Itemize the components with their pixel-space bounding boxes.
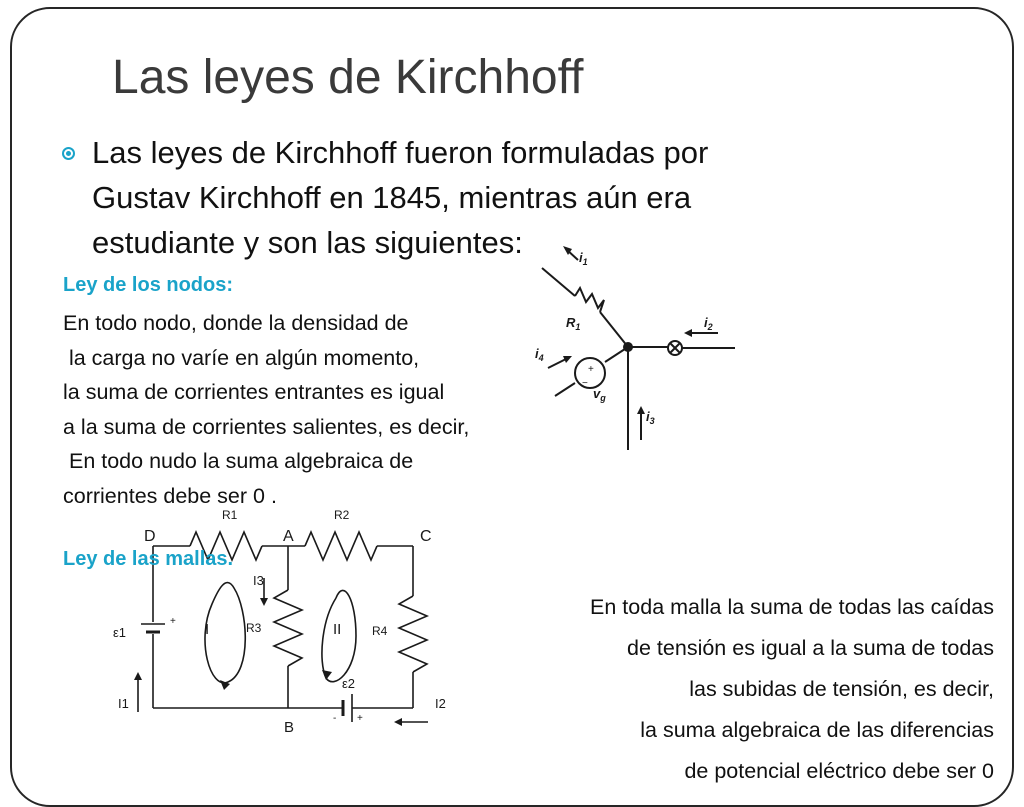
intro-line: Las leyes de Kirchhoff fueron formuladas por: [92, 135, 709, 170]
i3-label: I3: [253, 573, 264, 588]
nodes-law-line: corrientes debe ser 0 .: [63, 483, 277, 508]
i4-label: $i_4$: [535, 346, 544, 363]
mesh-law-heading: Ley de las mallas.: [63, 548, 234, 570]
node-a-label: A: [283, 528, 294, 545]
mesh-2-label: II: [333, 621, 342, 638]
r2-label: R2: [334, 508, 350, 522]
nodes-law-heading: Ley de los nodos:: [63, 274, 234, 296]
i1-label: $i_1$: [579, 250, 588, 267]
node-c-label: C: [420, 528, 432, 545]
mesh-2-arrowhead: [322, 670, 332, 680]
vg-plus-sign: +: [588, 364, 594, 375]
e1-plus-sign: +: [170, 616, 176, 627]
i1-label: I1: [118, 696, 129, 711]
node-b-label: B: [284, 719, 295, 736]
nodes-law-line: la carga no varíe en algún momento,: [63, 345, 420, 370]
e2-label: ε2: [342, 676, 356, 691]
nodes-law-line: En todo nodo, donde la densidad de: [63, 311, 409, 335]
i2-label: $i_2$: [704, 315, 713, 332]
mesh-law-line: de potencial eléctrico debe ser 0: [684, 759, 994, 783]
r3-label: R3: [246, 621, 262, 635]
nodes-law-line: a la suma de corrientes salientes, es decir,: [63, 414, 470, 439]
nodes-law-line: la suma de corrientes entrantes es igual: [63, 380, 445, 404]
e1-label: ε1: [113, 625, 127, 640]
e2-minus-sign: -: [333, 713, 337, 724]
intro-line: Gustav Kirchhoff en 1845, mientras aún era: [92, 180, 692, 215]
i3-arrowhead: [260, 598, 268, 606]
r1-label: $R_1$: [566, 315, 581, 332]
vg-minus-sign: −: [582, 378, 588, 389]
r2-zigzag: [305, 532, 377, 560]
intro-line: estudiante y son las siguientes:: [92, 225, 523, 260]
e2-plus-sign: +: [357, 713, 363, 724]
mesh-1-label: I: [205, 621, 210, 638]
mesh-law-line: de tensión es igual a la suma de todas: [627, 636, 994, 660]
i2-label: I2: [435, 696, 446, 711]
i1-arrowhead: [134, 672, 142, 680]
node-d-label: D: [144, 528, 156, 545]
mesh-law-line: En toda malla la suma de todas las caídas: [590, 595, 994, 619]
mesh-1-loop: [205, 583, 245, 683]
i3-label: $i_3$: [646, 409, 655, 426]
i2-arrowhead: [394, 718, 402, 726]
nodes-law-line: En todo nudo la suma algebraica de: [63, 449, 414, 473]
slide-title: Las leyes de Kirchhoff: [112, 51, 584, 104]
r3-zigzag: [274, 590, 302, 666]
r4-label: R4: [372, 624, 388, 638]
mesh-law-text: [590, 587, 994, 792]
vg-label: $v_g$: [593, 386, 606, 403]
mesh-law-line: la suma algebraica de las diferencias: [640, 718, 994, 742]
mesh-law-line: las subidas de tensión, es decir,: [689, 677, 994, 701]
r1-label: R1: [222, 508, 238, 522]
r4-zigzag: [399, 596, 427, 672]
